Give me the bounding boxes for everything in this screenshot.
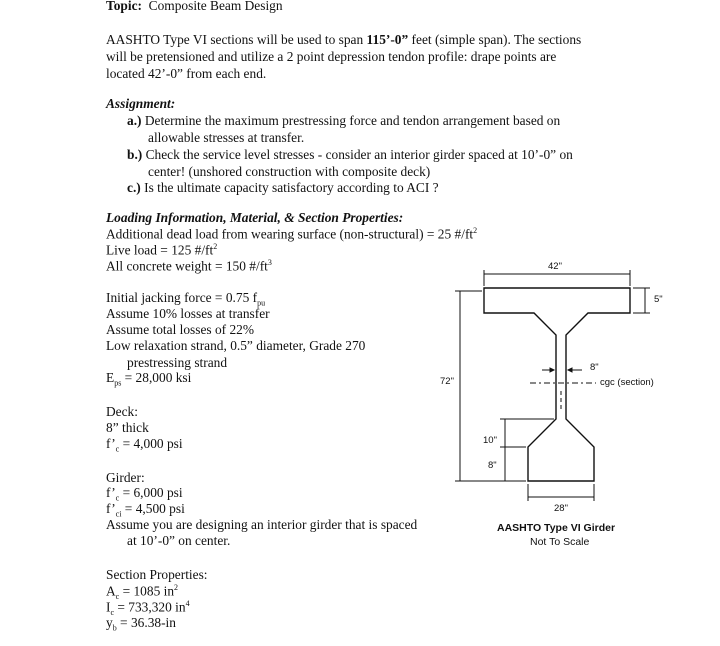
prop-text: = 4,500 psi (121, 501, 185, 516)
strand-spec-cont: prestressing strand (127, 355, 228, 370)
section-props-heading: Section Properties: (106, 567, 208, 582)
item-label: c.) (127, 180, 141, 195)
flange-thickness-label: 5" (654, 294, 663, 305)
subscript: c (110, 608, 115, 618)
girder-note: Assume you are designing an interior girder that is spaced (106, 517, 418, 532)
subscript: ps (114, 378, 122, 388)
strand-spec: Low relaxation strand, 0.5” diameter, Grade 270 (106, 338, 366, 353)
load-text: All concrete weight = 150 #/ft (106, 258, 268, 274)
load-text: Additional dead load from wearing surface (non-structural) = 25 #/ft (106, 226, 474, 242)
prop-text: = 28,000 ksi (121, 370, 192, 385)
subscript: c (115, 493, 120, 503)
bottom-width-label: 28" (554, 503, 568, 514)
prop-text: E (106, 370, 115, 385)
deck-thickness: 8” thick (106, 420, 149, 435)
subscript: ci (115, 509, 122, 519)
prop-text: f’ (106, 436, 116, 451)
top-width-label: 42" (548, 261, 562, 272)
prop-text: I (106, 599, 111, 615)
prop-text: f’ (106, 501, 116, 516)
item-text: Check the service level stresses - consider an interior girder spaced at 10’-0” on (142, 147, 573, 162)
intro-text: feet (simple span). The sections (408, 32, 582, 47)
assignment-b-cont: center! (unshored construction with composite deck) (148, 164, 431, 179)
exponent: 4 (185, 599, 190, 608)
prop-text: = 6,000 psi (119, 485, 183, 500)
loading-heading: Loading Information, Material, & Section Properties: (106, 210, 404, 225)
prop-text: y (106, 615, 113, 630)
prop-text: = 4,000 psi (119, 436, 183, 451)
topic-value: Composite Beam Design (148, 0, 283, 13)
height-label: 72" (440, 376, 454, 387)
assignment-heading: Assignment: (106, 96, 176, 111)
bottom-height-label: 10" (483, 435, 497, 446)
assignment-a-cont: allowable stresses at transfer. (148, 130, 305, 145)
prop-text: = 36.38-in (116, 615, 176, 630)
load-text: Live load = 125 #/ft (106, 242, 214, 258)
web-label: 8" (590, 362, 599, 373)
prop-text: f’ (106, 485, 116, 500)
deck-heading: Deck: (106, 404, 138, 419)
prop-text: = 733,320 in (114, 599, 186, 615)
item-text: Determine the maximum prestressing force and tendon arrangement based on (141, 113, 561, 128)
item-text: Is the ultimate capacity satisfactory according to ACI ? (140, 180, 439, 195)
exponent: 3 (267, 258, 272, 267)
item-label: a.) (127, 113, 142, 128)
exponent: 2 (473, 226, 478, 235)
intro-line-3: located 42’-0” from each end. (106, 66, 267, 81)
span-length: 115’-0” (366, 32, 409, 47)
item-label: b.) (127, 147, 143, 162)
subscript: b (112, 623, 117, 633)
exponent: 2 (174, 583, 179, 592)
girder-note-cont: at 10’-0” on center. (127, 533, 231, 548)
losses-transfer: Assume 10% losses at transfer (106, 306, 270, 321)
cgc-label: cgc (section) (600, 377, 654, 388)
girder-heading: Girder: (106, 470, 145, 485)
exponent: 2 (213, 242, 218, 251)
figure-subcaption: Not To Scale (530, 536, 590, 548)
prop-text: Initial jacking force = 0.75 f (106, 290, 258, 305)
losses-total: Assume total losses of 22% (106, 322, 255, 337)
subscript: c (115, 444, 120, 454)
topic-label: Topic: (106, 0, 142, 13)
bottom-taper-label: 8" (488, 460, 497, 471)
intro-text: AASHTO Type VI sections will be used to span (106, 32, 367, 47)
subscript: pu (257, 298, 266, 308)
prop-text: A (106, 583, 116, 599)
prop-text: = 1085 in (119, 583, 175, 599)
figure-caption: AASHTO Type VI Girder (497, 522, 616, 534)
subscript: c (115, 592, 120, 602)
intro-line-2: will be pretensioned and utilize a 2 point depression tendon profile: drape points are (106, 49, 557, 64)
